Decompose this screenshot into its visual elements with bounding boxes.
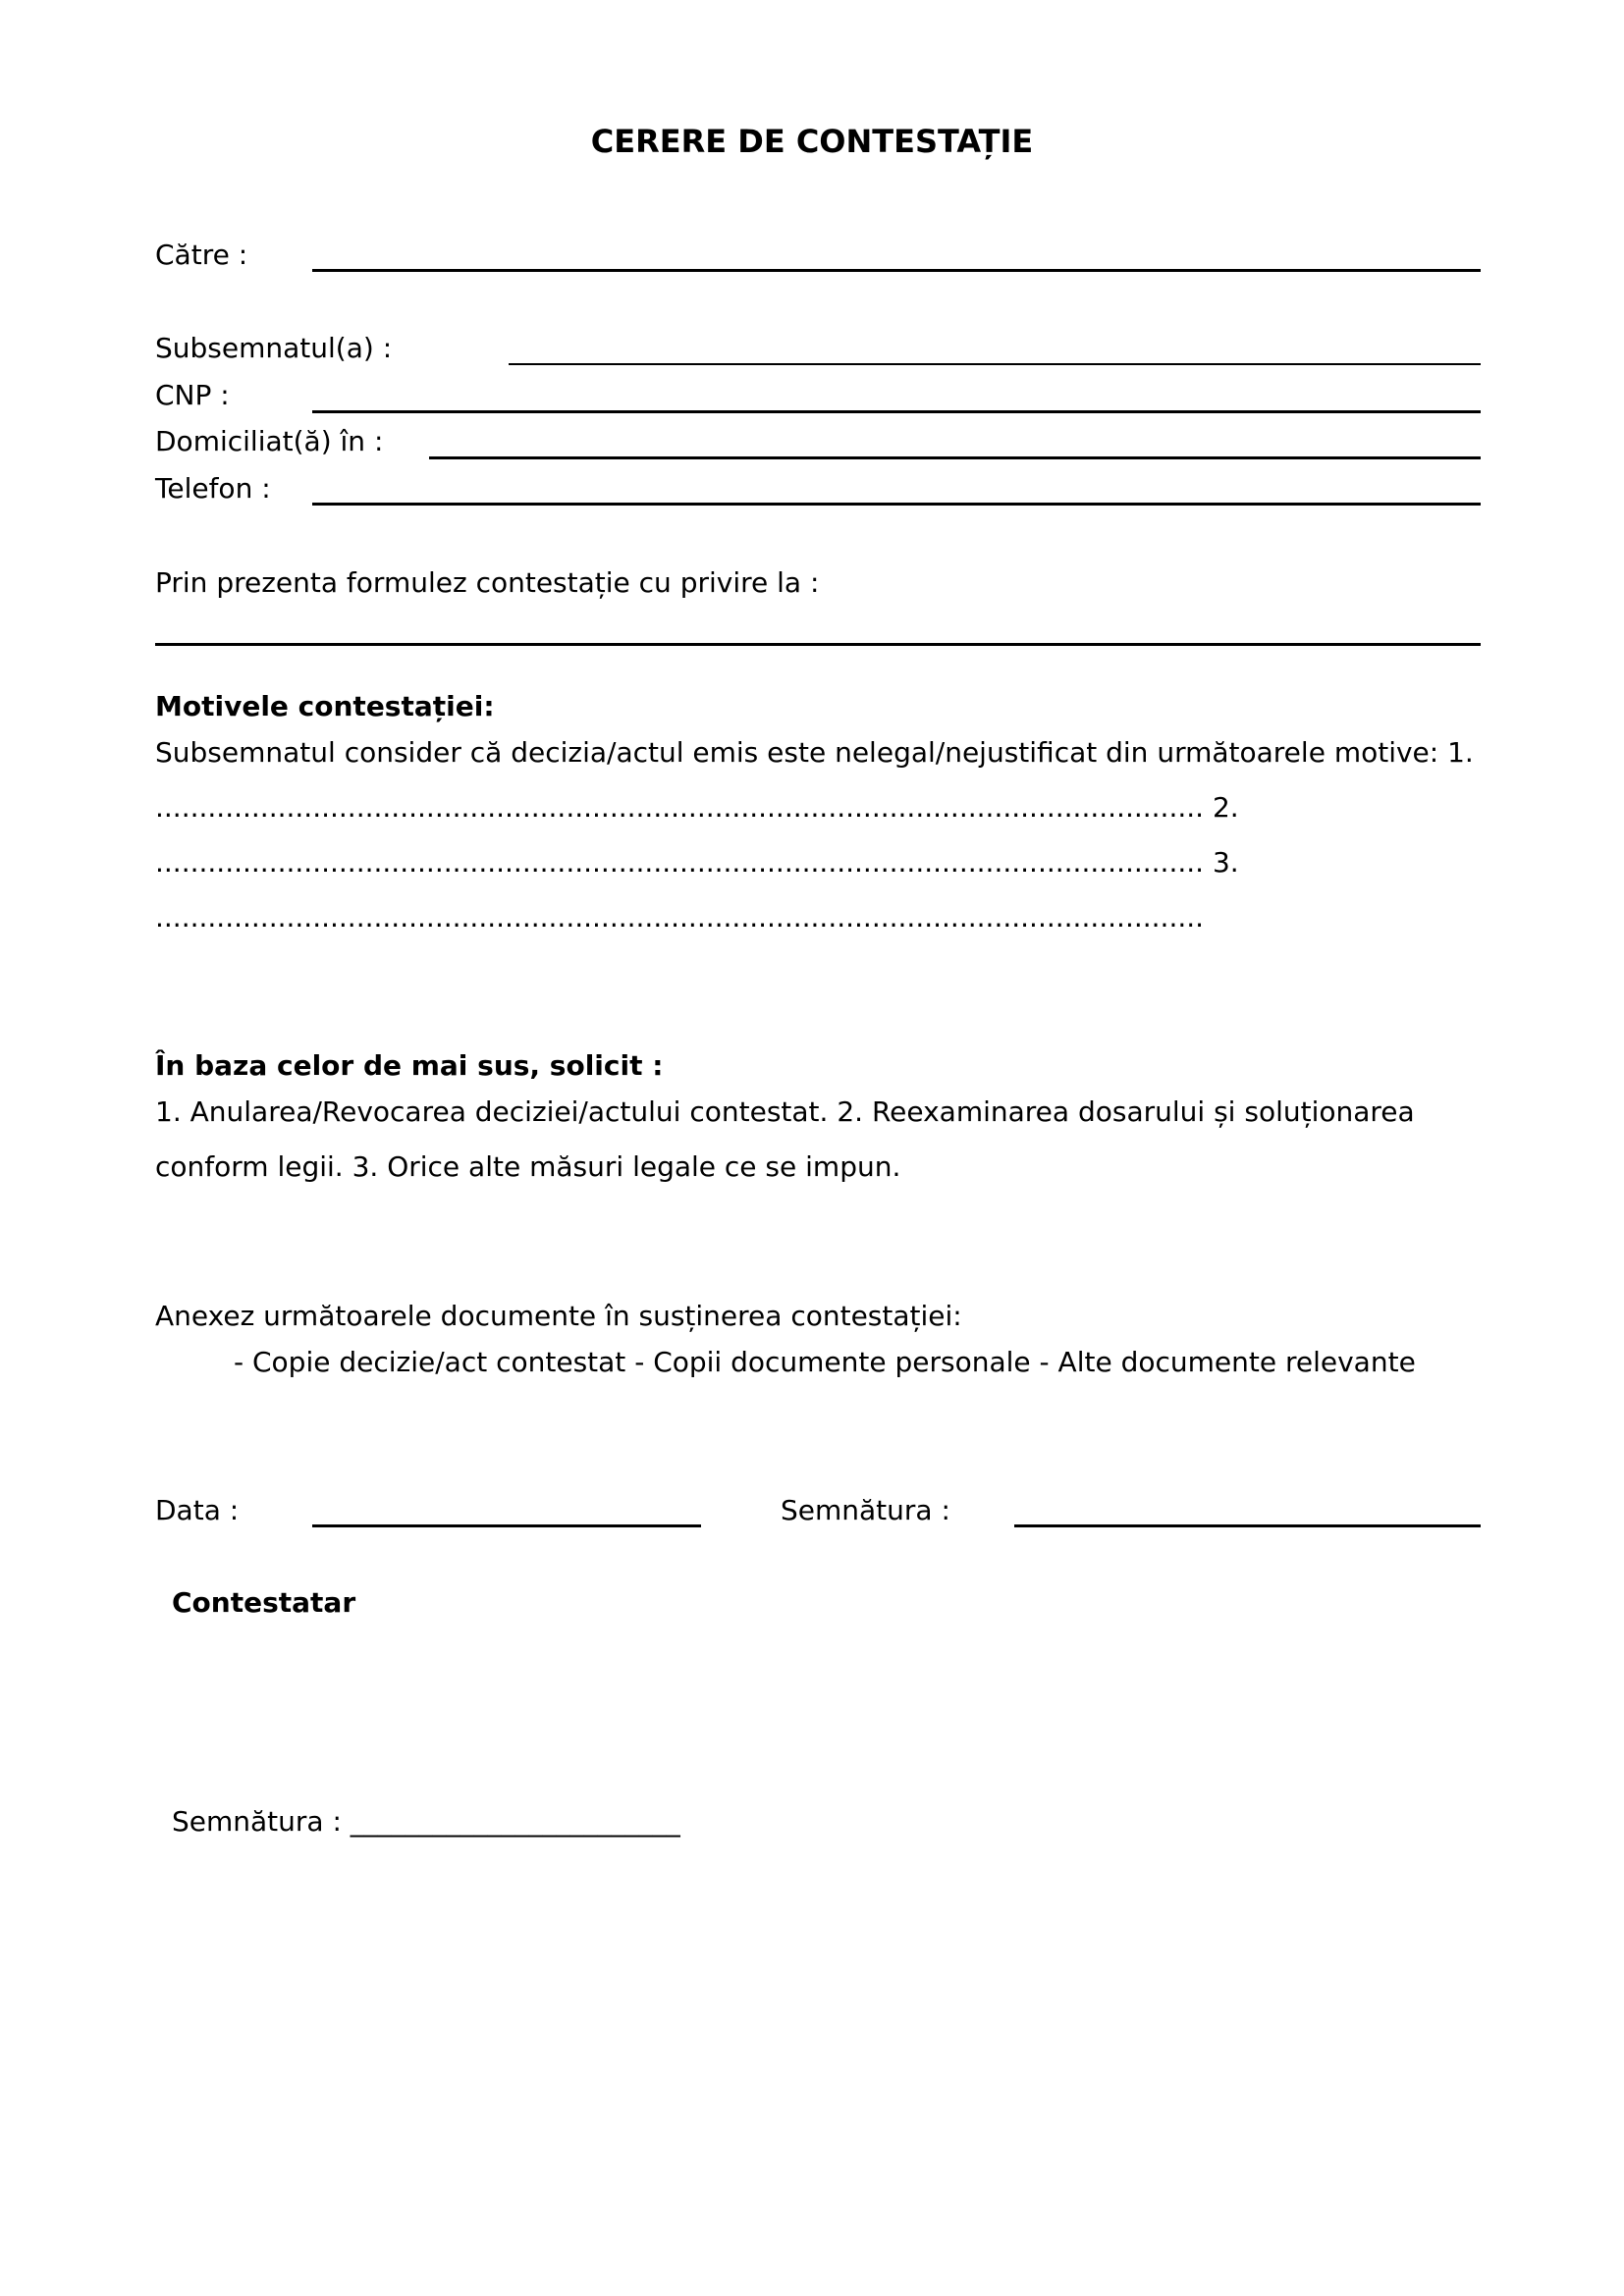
data-field-line[interactable] <box>312 1524 701 1527</box>
domiciliat-field-line[interactable] <box>429 456 1481 459</box>
motive-line-4: ........................................................................................................................ <box>155 901 1205 934</box>
semnatura-label: Semnătura : <box>781 1494 950 1526</box>
subsemnatul-field-line[interactable] <box>509 363 1481 365</box>
semnatura-field-line[interactable] <box>1014 1524 1481 1527</box>
catre-label: Către : <box>155 239 248 271</box>
domiciliat-label: Domiciliat(ă) în : <box>155 425 384 457</box>
solicit-heading: În baza celor de mai sus, solicit : <box>155 1049 664 1082</box>
anexe-list: - Copie decizie/act contestat - Copii documente personale - Alte documente relevante <box>234 1346 1416 1378</box>
telefon-label: Telefon : <box>155 472 271 505</box>
subject-label: Prin prezenta formulez contestație cu privire la : <box>155 566 820 599</box>
subsemnatul-label: Subsemnatul(a) : <box>155 332 393 364</box>
telefon-field-line[interactable] <box>312 503 1481 506</box>
catre-field-line[interactable] <box>312 269 1481 272</box>
contestatar-label: Contestatar <box>172 1586 356 1619</box>
motive-line-2: ........................................................................................................................ 2. <box>155 791 1239 824</box>
motive-line-1: Subsemnatul consider că decizia/actul emis este nelegal/nejustificat din următoarele motive: 1. <box>155 736 1474 769</box>
contestatar-signature-line: Semnătura : ________________________ <box>172 1805 680 1838</box>
document-title: CERERE DE CONTESTAȚIE <box>590 123 1034 160</box>
motive-line-3: ........................................................................................................................ 3. <box>155 846 1239 879</box>
motive-heading: Motivele contestației: <box>155 690 495 722</box>
solicit-line-1: 1. Anularea/Revocarea deciziei/actului contestat. 2. Reexaminarea dosarului și soluționarea <box>155 1095 1415 1128</box>
cnp-label: CNP : <box>155 379 230 411</box>
data-label: Data : <box>155 1494 240 1526</box>
solicit-line-2: conform legii. 3. Orice alte măsuri legale ce se impun. <box>155 1150 901 1183</box>
anexe-intro: Anexez următoarele documente în susținerea contestației: <box>155 1300 962 1332</box>
cnp-field-line[interactable] <box>312 410 1481 413</box>
subject-field-line[interactable] <box>155 643 1481 646</box>
